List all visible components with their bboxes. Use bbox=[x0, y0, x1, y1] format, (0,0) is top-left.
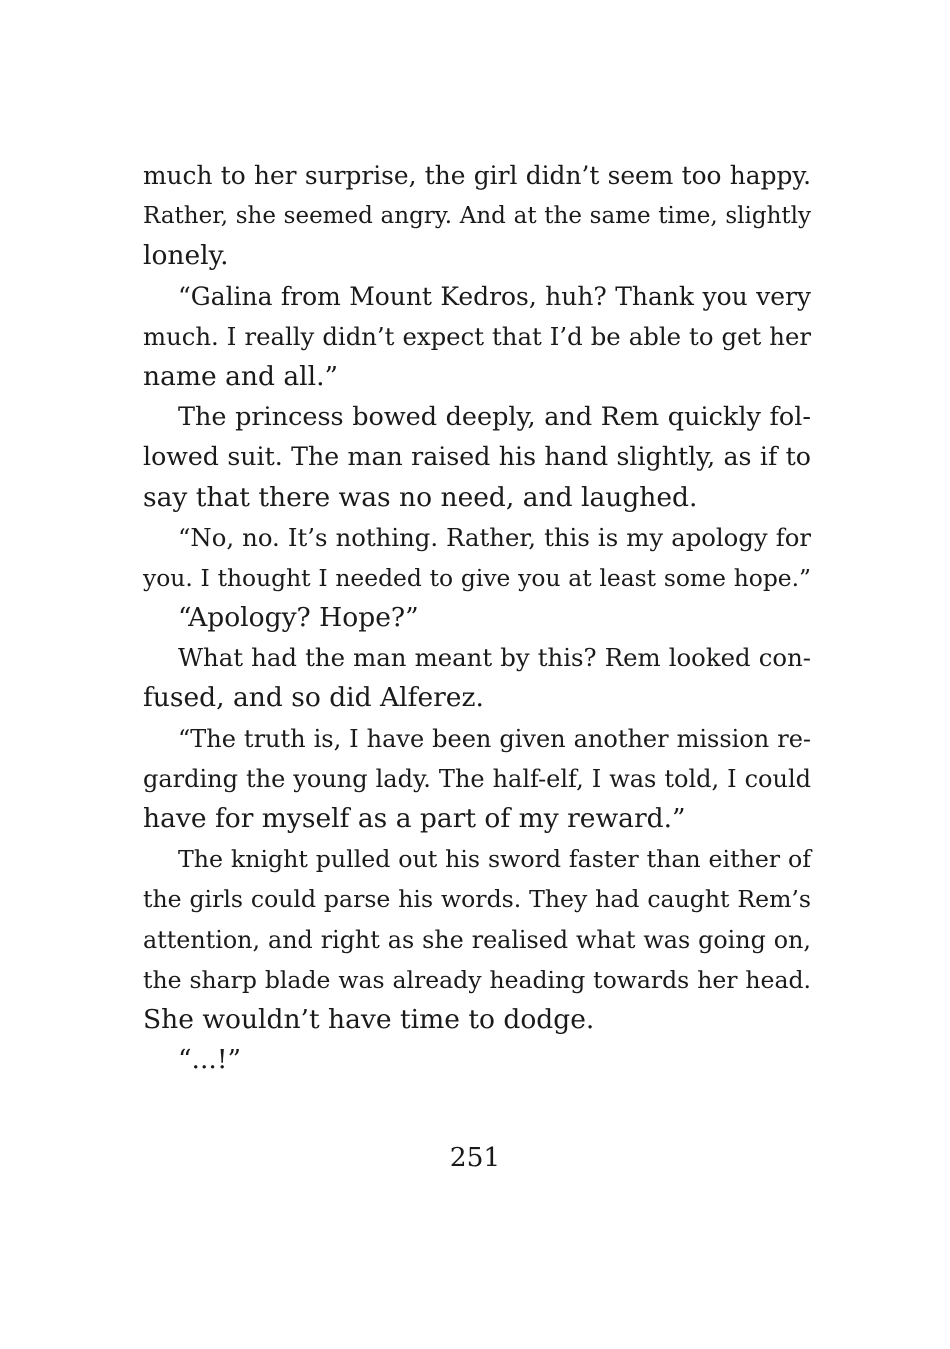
text-line: have for myself as a part of my reward.” bbox=[143, 803, 686, 834]
page-number: 251 bbox=[449, 1142, 501, 1173]
text-line: much. I really didn’t expect that I’d be able to get her bbox=[143, 321, 811, 351]
text-line: “Galina from Mount Kedros, huh? Thank you very bbox=[178, 281, 811, 311]
text-line: the girls could parse his words. They had caught Rem’s bbox=[143, 885, 811, 914]
text-line: “No, no. It’s nothing. Rather, this is my apology for bbox=[178, 522, 811, 552]
text-line: say that there was no need, and laughed. bbox=[143, 481, 698, 513]
text-line: “Apology? Hope?” bbox=[178, 602, 419, 634]
text-line: fused, and so did Alferez. bbox=[143, 682, 484, 714]
text-line: you. I thought I needed to give you at least some hope.” bbox=[143, 563, 811, 592]
text-line: “...!” bbox=[178, 1044, 242, 1076]
text-line: the sharp blade was already heading towards her head. bbox=[143, 965, 811, 994]
text-line: name and all.” bbox=[143, 360, 339, 392]
text-line: She wouldn’t have time to dodge. bbox=[143, 1003, 595, 1035]
text-line: much to her surprise, the girl didn’t seem too happy. bbox=[143, 161, 811, 190]
text-line: The princess bowed deeply, and Rem quickly fol- bbox=[178, 402, 811, 433]
text-line: garding the young lady. The half-elf, I was told, I could bbox=[143, 764, 811, 793]
text-line: attention, and right as she realised what was going on, bbox=[143, 925, 811, 954]
text-line: lowed suit. The man raised his hand slightly, as if to bbox=[143, 442, 811, 472]
text-line: “The truth is, I have been given another mission re- bbox=[178, 724, 811, 753]
text-line: What had the man meant by this? Rem looked con- bbox=[178, 643, 811, 673]
text-line: lonely. bbox=[143, 240, 229, 272]
text-line: Rather, she seemed angry. And at the same time, slightly bbox=[143, 203, 811, 230]
text-line: The knight pulled out his sword faster than either of bbox=[178, 845, 811, 874]
body-text bbox=[143, 156, 811, 1080]
